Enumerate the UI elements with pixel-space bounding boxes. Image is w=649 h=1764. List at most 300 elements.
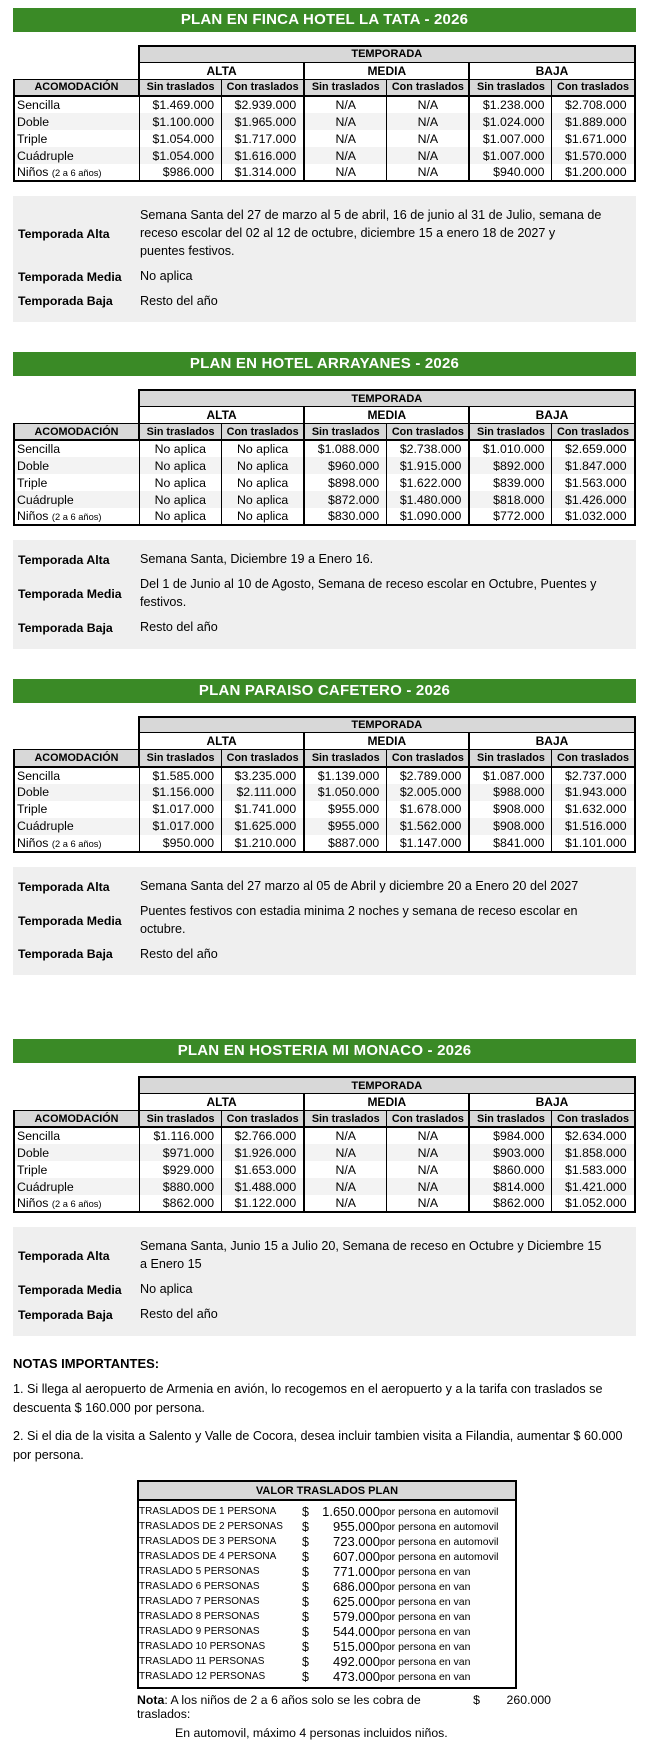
price-row: [14, 474, 635, 491]
season-note-label: Temporada Baja: [18, 294, 113, 309]
price-cell: $903.000: [469, 1144, 552, 1161]
price-cell: $1.563.000: [552, 474, 635, 491]
traslado-row: [138, 1624, 516, 1639]
subcol-con-traslados: Con traslados: [222, 750, 305, 767]
temporada-header: TEMPORADA: [139, 717, 635, 733]
price-row: [14, 147, 635, 164]
price-cell: No aplica: [139, 474, 222, 491]
price-cell: No aplica: [139, 440, 222, 457]
price-row: [14, 801, 635, 818]
table-corner-spacer: [14, 62, 139, 79]
room-type-age-note: (2 a 6 años): [51, 1199, 102, 1210]
price-cell: $1.632.000: [552, 801, 635, 818]
room-type-label: Cuádruple: [17, 148, 74, 163]
price-cell: $872.000: [304, 491, 387, 508]
subcol-sin-traslados: Sin traslados: [469, 750, 552, 767]
plan-sections: [13, 8, 636, 1336]
room-type-age-note: (2 a 6 años): [51, 168, 102, 178]
season-note-row: [18, 576, 630, 612]
season-note-text: Puentes festivos con estadia minima 2 noches y semana de receso escolar en octubre.: [140, 903, 578, 936]
currency-sign: $: [302, 1624, 309, 1639]
traslados-title: VALOR TRASLADOS PLAN: [138, 1481, 516, 1500]
season-note-label: Temporada Alta: [18, 879, 110, 894]
season-note-text: No aplica: [140, 1282, 193, 1297]
price-cell: $1.010.000: [469, 440, 552, 457]
price-cell: $1.032.000: [552, 508, 635, 525]
price-row: [14, 1178, 635, 1195]
plan-section: [13, 352, 636, 649]
traslados-title-row: [138, 1481, 516, 1500]
room-type-label: Triple: [17, 802, 48, 817]
price-cell: $1.889.000: [552, 113, 635, 130]
season-note-label: Temporada Media: [18, 1283, 122, 1298]
price-cell: N/A: [387, 1195, 470, 1212]
price-cell: $2.634.000: [552, 1127, 635, 1144]
currency-sign: $: [302, 1579, 309, 1594]
price-cell: $1.516.000: [552, 818, 635, 835]
traslado-amount: 625.000: [333, 1594, 380, 1610]
plan-title-bar: PLAN EN HOTEL ARRAYANES - 2026: [13, 352, 636, 376]
price-cell: N/A: [387, 113, 470, 130]
price-cell: $2.737.000: [552, 767, 635, 784]
traslado-amount: 771.000: [333, 1564, 380, 1580]
temporada-header: TEMPORADA: [139, 1077, 635, 1093]
traslado-unit: por persona en automovil: [380, 1505, 499, 1518]
subcol-con-traslados: Con traslados: [387, 423, 470, 440]
season-header-baja: BAJA: [469, 406, 634, 423]
price-cell: $2.708.000: [552, 96, 635, 113]
subcol-con-traslados: Con traslados: [222, 1110, 305, 1127]
price-cell: $1.238.000: [469, 96, 552, 113]
season-note-row: [18, 207, 630, 261]
price-cell: $988.000: [469, 784, 552, 801]
season-note-label: Temporada Alta: [18, 553, 110, 568]
traslado-amount: 723.000: [333, 1534, 380, 1550]
season-note-row: [18, 1281, 630, 1299]
season-header-media: MEDIA: [304, 406, 469, 423]
traslado-amount: 473.000: [333, 1669, 380, 1685]
price-cell: $1.717.000: [222, 130, 305, 147]
season-note-label: Temporada Baja: [18, 947, 113, 962]
price-cell: No aplica: [222, 457, 305, 474]
subcol-sin-traslados: Sin traslados: [139, 750, 222, 767]
price-cell: N/A: [387, 147, 470, 164]
season-header-alta: ALTA: [139, 733, 304, 750]
price-table: [13, 389, 636, 526]
traslado-row: [138, 1579, 516, 1594]
price-cell: $1.469.000: [139, 96, 222, 113]
subcol-con-traslados: Con traslados: [222, 79, 305, 96]
price-table: [13, 716, 636, 853]
acomodacion-header: ACOMODACIÓN: [14, 79, 139, 96]
room-type-cell: [14, 130, 139, 147]
season-header-baja: BAJA: [469, 733, 634, 750]
price-rows: [14, 440, 635, 525]
traslado-label: TRASLADO 7 PERSONAS: [139, 1596, 260, 1608]
traslado-label: TRASLADO 5 PERSONAS: [139, 1566, 260, 1578]
price-row: [14, 440, 635, 457]
price-cell: $1.480.000: [387, 491, 470, 508]
price-cell: $984.000: [469, 1127, 552, 1144]
season-note-row: [18, 293, 630, 311]
price-cell: $960.000: [304, 457, 387, 474]
important-notes-title: NOTAS IMPORTANTES:: [13, 1355, 160, 1371]
subcol-sin-traslados: Sin traslados: [139, 423, 222, 440]
season-note-row: [18, 1306, 630, 1324]
season-header-alta: ALTA: [139, 1093, 304, 1110]
price-cell: $2.789.000: [387, 767, 470, 784]
price-cell: $940.000: [469, 164, 552, 181]
price-cell: $880.000: [139, 1178, 222, 1195]
price-cell: $1.116.000: [139, 1127, 222, 1144]
season-header-alta: ALTA: [139, 62, 304, 79]
price-cell: N/A: [304, 147, 387, 164]
room-type-cell: [14, 1144, 139, 1161]
currency-sign: $: [302, 1549, 309, 1564]
acomodacion-header: ACOMODACIÓN: [14, 1110, 139, 1127]
price-table: [13, 1076, 636, 1213]
traslado-unit: por persona en automovil: [380, 1535, 499, 1548]
price-cell: $1.007.000: [469, 130, 552, 147]
price-row: [14, 457, 635, 474]
table-corner-spacer: [14, 717, 139, 733]
price-cell: $2.111.000: [222, 784, 305, 801]
price-cell: $1.088.000: [304, 440, 387, 457]
subcol-con-traslados: Con traslados: [387, 1110, 470, 1127]
traslado-row: [138, 1669, 516, 1688]
price-row: [14, 767, 635, 784]
season-note-text: Semana Santa del 27 de marzo al 5 de abril, 16 de junio al 31 de Julio, semana de receso escolar del 02 al 12 de octubre, diciembre 15 a enero 18 de 2027 y puentes festivos.: [140, 208, 602, 258]
table-corner-spacer: [14, 1093, 139, 1110]
currency-sign: $: [302, 1519, 309, 1534]
nota-prefix: Nota: [137, 1693, 165, 1708]
season-notes-block: [13, 540, 636, 649]
room-type-cell: [14, 1195, 139, 1212]
price-cell: $814.000: [469, 1178, 552, 1195]
room-type-cell: [14, 440, 139, 457]
subcolumn-header-row: [14, 423, 635, 440]
room-type-label: Triple: [17, 1162, 48, 1177]
price-cell: $1.671.000: [552, 130, 635, 147]
subcolumn-header-row: [14, 1110, 635, 1127]
room-type-label: Cuádruple: [17, 819, 74, 834]
traslado-unit: por persona en van: [380, 1610, 471, 1623]
price-cell: N/A: [304, 1144, 387, 1161]
price-cell: $1.622.000: [387, 474, 470, 491]
traslado-unit: por persona en van: [380, 1640, 471, 1653]
temporada-header-row: [14, 717, 635, 733]
traslado-row: [138, 1609, 516, 1624]
price-row: [14, 1144, 635, 1161]
plan-title-bar: PLAN EN HOSTERIA MI MONACO - 2026: [13, 1039, 636, 1063]
room-type-cell: [14, 801, 139, 818]
important-note-1: 1. Si llega al aeropuerto de Armenia en avión, lo recogemos en el aeropuerto y a la tarifa con traslados se descuenta $ 160.000 por persona.: [13, 1381, 603, 1415]
price-cell: $2.939.000: [222, 96, 305, 113]
traslados-nota-text: [137, 1693, 473, 1721]
price-cell: $1.054.000: [139, 147, 222, 164]
price-cell: $955.000: [304, 801, 387, 818]
price-row: [14, 113, 635, 130]
room-type-label: Sencilla: [17, 768, 61, 783]
price-cell: N/A: [387, 1161, 470, 1178]
currency-sign: $: [302, 1534, 309, 1549]
price-cell: $1.678.000: [387, 801, 470, 818]
subcol-sin-traslados: Sin traslados: [469, 1110, 552, 1127]
subcol-con-traslados: Con traslados: [222, 423, 305, 440]
price-cell: No aplica: [139, 491, 222, 508]
price-row: [14, 818, 635, 835]
price-row: [14, 491, 635, 508]
price-cell: $1.147.000: [387, 835, 470, 852]
important-notes: [13, 1356, 636, 1465]
price-cell: $1.210.000: [222, 835, 305, 852]
currency-sign: $: [302, 1504, 309, 1519]
traslado-unit: por persona en van: [380, 1595, 471, 1608]
traslado-amount: 607.000: [333, 1549, 380, 1565]
room-type-label: Cuádruple: [17, 1179, 74, 1194]
price-cell: $1.488.000: [222, 1178, 305, 1195]
room-type-label: Triple: [17, 475, 48, 490]
room-type-cell: [14, 147, 139, 164]
price-row: [14, 1195, 635, 1212]
traslado-row: [138, 1639, 516, 1654]
price-cell: $971.000: [139, 1144, 222, 1161]
price-row: [14, 1161, 635, 1178]
room-type-label: Doble: [17, 458, 50, 473]
traslado-label: TRASLADOS DE 2 PERSONAS: [139, 1521, 283, 1533]
room-type-cell: [14, 474, 139, 491]
room-type-cell: [14, 96, 139, 113]
room-type-label: Doble: [17, 1145, 50, 1160]
price-cell: $1.926.000: [222, 1144, 305, 1161]
subcol-sin-traslados: Sin traslados: [304, 423, 387, 440]
table-corner-spacer: [14, 406, 139, 423]
subcol-con-traslados: Con traslados: [387, 750, 470, 767]
price-cell: $862.000: [469, 1195, 552, 1212]
price-cell: $1.583.000: [552, 1161, 635, 1178]
price-cell: $1.156.000: [139, 784, 222, 801]
price-cell: N/A: [304, 96, 387, 113]
price-cell: N/A: [304, 1178, 387, 1195]
price-cell: $2.766.000: [222, 1127, 305, 1144]
table-corner-spacer: [14, 1077, 139, 1093]
plan-title-bar: PLAN PARAISO CAFETERO - 2026: [13, 679, 636, 703]
season-header-media: MEDIA: [304, 733, 469, 750]
price-cell: $3.235.000: [222, 767, 305, 784]
price-row: [14, 784, 635, 801]
currency-sign: $: [302, 1654, 309, 1669]
season-header-row: [14, 1093, 635, 1110]
price-cell: $929.000: [139, 1161, 222, 1178]
traslado-row: [138, 1534, 516, 1549]
price-cell: N/A: [304, 1195, 387, 1212]
traslado-amount: 544.000: [333, 1624, 380, 1640]
price-cell: $1.054.000: [139, 130, 222, 147]
season-note-label: Temporada Baja: [18, 620, 113, 635]
plan-title-bar: PLAN EN FINCA HOTEL LA TATA - 2026: [13, 8, 636, 32]
season-note-label: Temporada Media: [18, 587, 122, 602]
currency-sign: $: [302, 1564, 309, 1579]
price-cell: N/A: [387, 1144, 470, 1161]
season-note-row: [18, 903, 630, 939]
room-type-cell: [14, 1127, 139, 1144]
price-cell: $1.741.000: [222, 801, 305, 818]
season-note-label: Temporada Alta: [18, 1249, 110, 1264]
room-type-label: Cuádruple: [17, 492, 74, 507]
traslado-row: [138, 1519, 516, 1534]
traslado-row: [138, 1549, 516, 1564]
room-type-cell: [14, 164, 139, 181]
price-cell: $1.570.000: [552, 147, 635, 164]
price-cell: $950.000: [139, 835, 222, 852]
room-type-label: Niños: [17, 509, 49, 524]
price-cell: $1.087.000: [469, 767, 552, 784]
table-corner-spacer: [14, 390, 139, 406]
important-note-2: 2. Si el dia de la visita a Salento y Valle de Cocora, desea incluir tambien visita a Filandia, aumentar $ 60.000 por persona.: [13, 1428, 623, 1462]
price-cell: N/A: [304, 1127, 387, 1144]
room-type-label: Niños: [17, 835, 49, 850]
price-cell: $1.847.000: [552, 457, 635, 474]
price-cell: $1.965.000: [222, 113, 305, 130]
room-type-label: Triple: [17, 131, 48, 146]
price-cell: No aplica: [222, 440, 305, 457]
season-note-text: Del 1 de Junio al 10 de Agosto, Semana de receso escolar en Octubre, Puentes y festivos.: [140, 577, 597, 610]
plan-section: [13, 1039, 636, 1336]
traslado-unit: por persona en automovil: [380, 1550, 499, 1563]
traslados-table: [137, 1480, 517, 1689]
price-table: [13, 45, 636, 182]
season-note-text: No aplica: [140, 268, 193, 283]
subcol-sin-traslados: Sin traslados: [139, 79, 222, 96]
traslado-unit: por persona en automovil: [380, 1520, 499, 1533]
season-header-baja: BAJA: [469, 62, 634, 79]
price-row: [14, 1127, 635, 1144]
season-note-text: Resto del año: [140, 946, 218, 961]
price-rows: [14, 96, 635, 181]
room-type-age-note: (2 a 6 años): [51, 838, 102, 849]
season-note-label: Temporada Media: [18, 913, 122, 928]
subcol-sin-traslados: Sin traslados: [139, 1110, 222, 1127]
subcol-con-traslados: Con traslados: [552, 750, 635, 767]
room-type-cell: [14, 1161, 139, 1178]
price-row: [14, 508, 635, 525]
price-cell: $1.101.000: [552, 835, 635, 852]
traslado-amount: 492.000: [333, 1654, 380, 1670]
season-note-label: Temporada Media: [18, 269, 122, 284]
price-cell: $818.000: [469, 491, 552, 508]
traslado-label: TRASLADO 10 PERSONAS: [139, 1641, 266, 1653]
price-cell: $1.562.000: [387, 818, 470, 835]
traslado-unit: por persona en van: [380, 1580, 471, 1593]
season-note-text: Semana Santa del 27 marzo al 05 de Abril y diciembre 20 a Enero 20 del 2027: [140, 878, 579, 893]
traslado-unit: por persona en van: [380, 1565, 471, 1578]
traslado-label: TRASLADO 6 PERSONAS: [139, 1581, 260, 1593]
room-type-label: Sencilla: [17, 98, 61, 112]
price-cell: N/A: [304, 164, 387, 181]
price-cell: $908.000: [469, 801, 552, 818]
price-cell: No aplica: [139, 508, 222, 525]
subcol-con-traslados: Con traslados: [552, 79, 635, 96]
price-cell: $908.000: [469, 818, 552, 835]
price-cell: No aplica: [222, 474, 305, 491]
nota-amount: 260.000: [506, 1693, 551, 1708]
price-cell: $2.005.000: [387, 784, 470, 801]
price-cell: $1.653.000: [222, 1161, 305, 1178]
traslado-unit: por persona en van: [380, 1670, 471, 1683]
price-cell: $1.421.000: [552, 1178, 635, 1195]
currency-sign: $: [302, 1609, 309, 1624]
season-note-row: [18, 1238, 630, 1274]
price-cell: $1.017.000: [139, 818, 222, 835]
room-type-label: Niños: [17, 165, 49, 179]
price-cell: $1.314.000: [222, 164, 305, 181]
price-cell: N/A: [387, 1178, 470, 1195]
acomodacion-header: ACOMODACIÓN: [14, 423, 139, 440]
season-header-media: MEDIA: [304, 62, 469, 79]
traslado-amount: 579.000: [333, 1609, 380, 1625]
season-note-row: [18, 619, 630, 637]
room-type-age-note: (2 a 6 años): [51, 512, 102, 523]
price-cell: $830.000: [304, 508, 387, 525]
price-cell: $1.943.000: [552, 784, 635, 801]
subcol-con-traslados: Con traslados: [552, 1110, 635, 1127]
subcol-con-traslados: Con traslados: [552, 423, 635, 440]
price-cell: N/A: [387, 130, 470, 147]
nota-body: : A los niños de 2 a 6 años solo se les cobra de traslados:: [137, 1693, 421, 1722]
season-note-text: Resto del año: [140, 620, 218, 634]
traslado-row: [138, 1594, 516, 1609]
subcol-sin-traslados: Sin traslados: [469, 423, 552, 440]
price-cell: $862.000: [139, 1195, 222, 1212]
price-cell: $955.000: [304, 818, 387, 835]
season-header-row: [14, 733, 635, 750]
plan-section: [13, 8, 636, 322]
temporada-header-row: [14, 390, 635, 406]
season-notes-block: [13, 1227, 636, 1336]
traslado-amount: 955.000: [333, 1519, 380, 1535]
room-type-label: Doble: [17, 785, 50, 800]
price-cell: $772.000: [469, 508, 552, 525]
season-note-row: [18, 878, 630, 896]
currency-sign: $: [473, 1693, 480, 1708]
subcol-sin-traslados: Sin traslados: [304, 79, 387, 96]
acomodacion-header: ACOMODACIÓN: [14, 750, 139, 767]
price-cell: $860.000: [469, 1161, 552, 1178]
price-cell: $1.052.000: [552, 1195, 635, 1212]
room-type-cell: [14, 491, 139, 508]
price-cell: $1.090.000: [387, 508, 470, 525]
price-cell: $1.139.000: [304, 767, 387, 784]
season-note-text: Resto del año: [140, 1307, 218, 1321]
season-note-row: [18, 946, 630, 964]
price-cell: $1.017.000: [139, 801, 222, 818]
traslado-amount: 1.650.000: [322, 1504, 380, 1520]
traslado-amount: 686.000: [333, 1579, 380, 1595]
price-cell: No aplica: [139, 457, 222, 474]
subcol-con-traslados: Con traslados: [387, 79, 470, 96]
traslado-unit: por persona en van: [380, 1625, 471, 1638]
traslado-label: TRASLADO 8 PERSONAS: [139, 1611, 260, 1623]
season-note-row: [18, 268, 630, 286]
room-type-label: Sencilla: [17, 442, 61, 457]
traslado-amount: 515.000: [333, 1639, 380, 1655]
price-row: [14, 835, 635, 852]
traslados-nota-line1: [137, 1693, 551, 1721]
price-cell: N/A: [387, 164, 470, 181]
room-type-cell: [14, 457, 139, 474]
season-notes-block: [13, 867, 636, 976]
price-cell: $1.625.000: [222, 818, 305, 835]
